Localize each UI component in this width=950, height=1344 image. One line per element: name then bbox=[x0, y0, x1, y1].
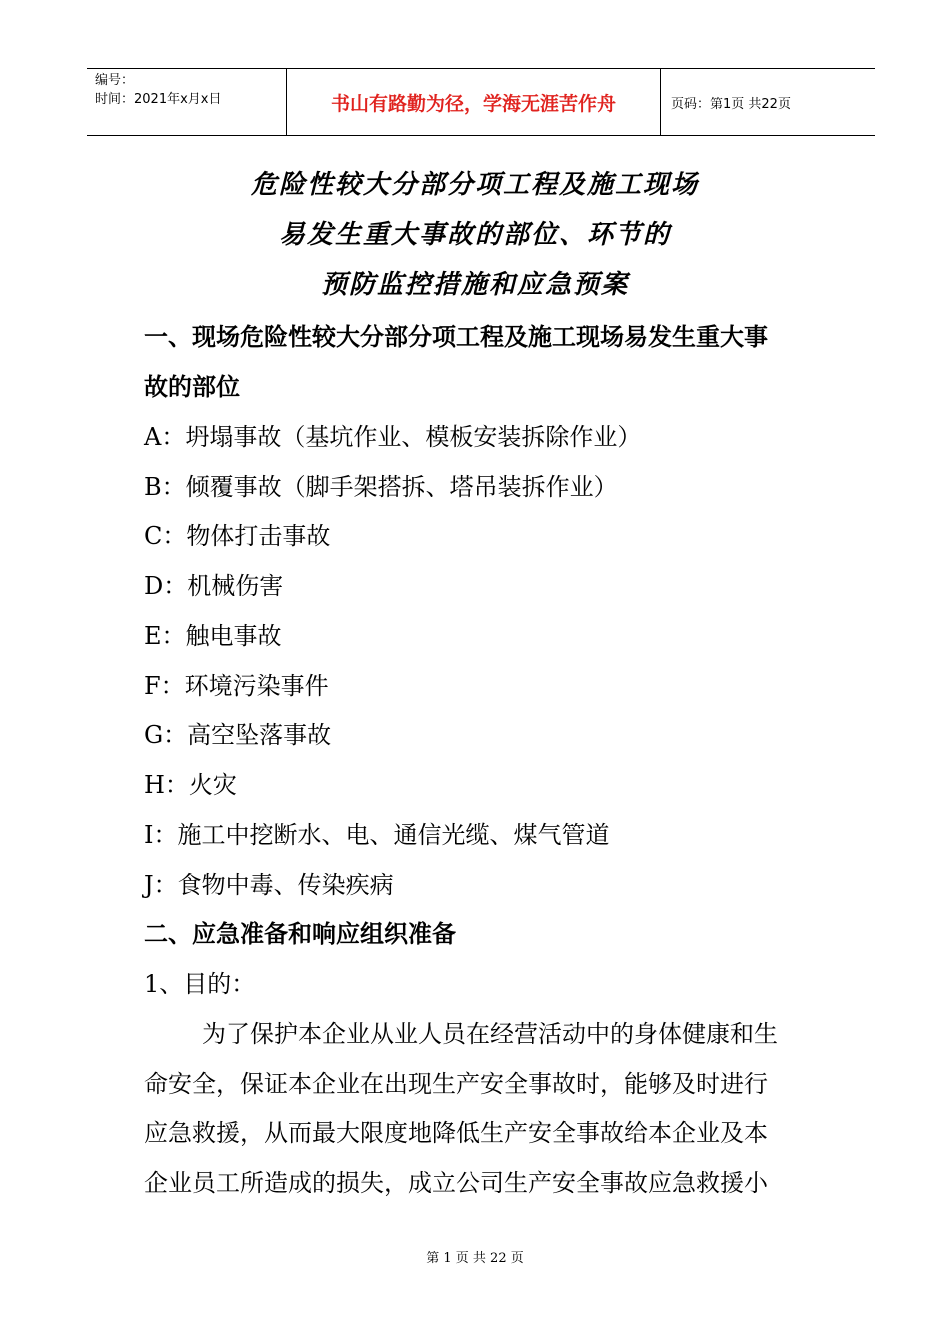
list-item: I：施工中挖断水、电、通信光缆、煤气管道 bbox=[144, 821, 610, 849]
list-item: D：机械伤害 bbox=[144, 572, 284, 600]
paragraph-line: 命安全，保证本企业在出现生产安全事故时，能够及时进行 bbox=[144, 1070, 768, 1098]
paragraph-line: 企业员工所造成的损失，成立公司生产安全事故应急救援小 bbox=[144, 1169, 768, 1197]
header-motto: 书山有路勤为径，学海无涯苦作舟 bbox=[287, 69, 661, 135]
section1-heading-line-1: 一、现场危险性较大分部分项工程及施工现场易发生重大事 bbox=[144, 323, 768, 351]
list-item: C：物体打击事故 bbox=[144, 522, 331, 550]
title-line-3: 预防监控措施和应急预案 bbox=[320, 270, 629, 300]
list-item: J：食物中毒、传染疾病 bbox=[144, 871, 394, 899]
number-label: 编号： bbox=[95, 73, 135, 88]
header-page-info: 页码：第1页 共22页 bbox=[671, 96, 791, 112]
page-footer: 第 1 页 共 22 页 bbox=[426, 1251, 524, 1266]
section2-heading: 二、应急准备和响应组织准备 bbox=[144, 920, 456, 948]
list-item: A：坍塌事故（基坑作业、模板安装拆除作业） bbox=[144, 423, 642, 451]
title-line-2: 易发生重大事故的部位、环节的 bbox=[278, 220, 671, 250]
list-item: H：火灾 bbox=[144, 771, 237, 799]
paragraph-line: 应急救援，从而最大限度地降低生产安全事故给本企业及本 bbox=[144, 1119, 768, 1147]
section2-subheading: 1、目的： bbox=[144, 970, 256, 998]
time-label: 时间：2021年x月x日 bbox=[95, 92, 222, 107]
list-item: G：高空坠落事故 bbox=[144, 721, 332, 749]
list-item: F：环境污染事件 bbox=[144, 672, 329, 700]
list-item: B：倾覆事故（脚手架搭拆、塔吊装拆作业） bbox=[144, 473, 618, 501]
list-item: E：触电事故 bbox=[144, 622, 282, 650]
paragraph-line: 为了保护本企业从业人员在经营活动中的身体健康和生 bbox=[202, 1020, 778, 1048]
section1-heading-line-2: 故的部位 bbox=[144, 373, 240, 401]
page-header bbox=[87, 68, 875, 136]
title-line-1: 危险性较大分部分项工程及施工现场 bbox=[250, 170, 699, 200]
header-meta bbox=[87, 69, 287, 135]
